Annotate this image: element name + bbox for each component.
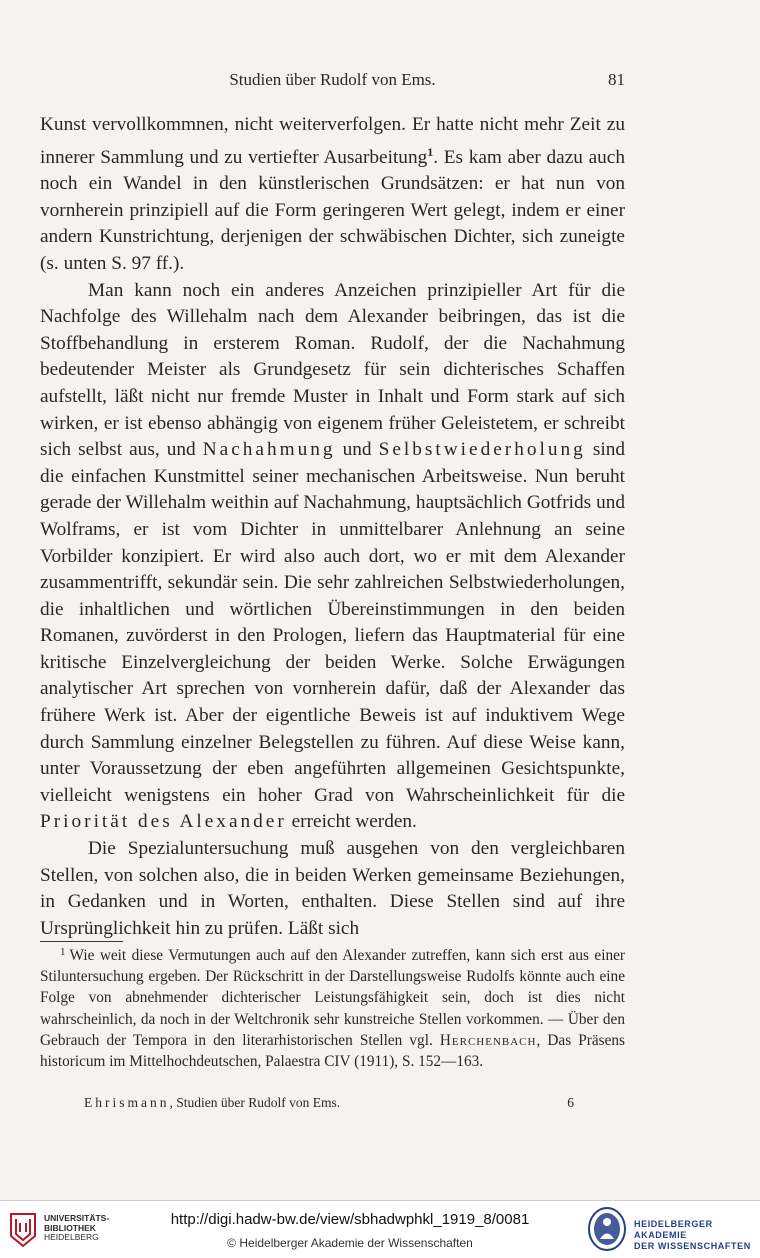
hadw-wordmark: HEIDELBERGER AKADEMIE DER WISSENSCHAFTEN: [634, 1219, 751, 1251]
footnote-mark: 1: [60, 946, 66, 958]
signature-author: Ehrismann: [84, 1095, 170, 1110]
emphasis-selbstwiederholung: Selbstwiederholung: [378, 439, 586, 461]
paragraph-3: Die Spezialuntersuchung muß ausgehen von den vergleichbaren Stellen, von solchen also, die in beiden Werken gemeinsame Beziehungen, in Gedanken und in Worten, enthalten. Diese Stellen sind auf ihre Ursprünglichkeit hin zu prüfen. Läßt sich: [40, 838, 625, 939]
running-title: Studien über Rudolf von Ems.: [229, 70, 436, 89]
copyright-notice: © Heidelberger Akademie der Wissenschaften: [227, 1236, 473, 1250]
page-url-link[interactable]: http://digi.hadw-bw.de/view/sbhadwphkl_1919_8/0081: [170, 1211, 530, 1228]
signature-line: Ehrismann, Studien über Rudolf von Ems. 6: [84, 1095, 574, 1110]
page-number: 81: [608, 70, 625, 89]
hadw-seal-logo-icon[interactable]: [587, 1206, 627, 1252]
paragraph-2: Man kann noch ein anderes Anzeichen prinzipieller Art für die Nachfolge des Willehalm nach dem Alexander beibringen, das ist die Stoffbehandlung in ersterem Roman. Rudolf, der die Nachahmung bedeutender Meister als Grundgesetz für sein dichterisches Schaffen aufstellt, läßt nicht nur fremde Muster in Inhalt und Form stark auf sich wirken, er ist ebenso abhängig von eigenem früher Geleistetem, er schreibt sich selbst aus, und Nachahmung und Selbstwiederholung sind die einfachen Kunstmittel seiner mechanischen Arbeitsweise. Nun beruht gerade der Willehalm weithin auf Nachahmung, hauptsächlich Gotfrids und Wolframs, er ist vom Dichter in unmittelbarer Anlehnung an seine Vorbilder konzipiert. Er wird also auch dort, wo er mit dem Alexander zusammentrifft, sekundär sein. Die sehr zahlreichen Selbstwiederholungen, die inhaltlichen und wörtlichen Übereinstimmungen in den beiden Romanen, zuvörderst in den Prologen, liefern das Hauptmaterial für eine kritische Einzelvergleichung der beiden Werke. Solche Erwägungen analytischer Art sprechen von vornherein dafür, daß der Alexander das frühere Werk ist. Aber der eigentliche Beweis ist auf induktivem Wege durch Sammlung einzelner Belegstellen zu führen. Auf diese Weise kann, unter Voraussetzung der eben angeführten allgemeinen Gesichtspunkte, vielleicht wenigstens ein hoher Grad von Wahrscheinlichkeit für die Priorität des Alexander erreicht werden.: [40, 279, 626, 833]
emphasis-nachahmung: Nachahmung: [202, 439, 336, 461]
body-text: [40, 112, 625, 942]
sheet-number: 6: [567, 1095, 574, 1110]
ub-heidelberg-wordmark: UNIVERSITÄTS- BIBLIOTHEK HEIDELBERG: [44, 1213, 110, 1242]
footnote-author: Herchenbach: [439, 1031, 537, 1049]
running-head: [40, 70, 625, 92]
footnote: $^1$ Wie weit diese Vermutungen auch auf den Alexander zutreffen, kann sich erst aus einer Stiluntersuchung ergeben. Der Rückschritt in der Darstellungsweise Rudolfs könnte auch eine Folge von abnehmender dichterischer Leistungsfähigkeit sein, doch ist dies nicht wahrscheinlich, da noch in der Weltchronik sehr kunstreiche Stellen vorkommen. — Über den Gebrauch der Tempora in den literarhistorischen Stellen vgl. Herchenbach, Das Präsens historicum im Mittelhochdeutschen, Palaestra CIV (1911), S. 152—163.: [40, 946, 625, 1071]
paragraph-1: Kunst vervollkommnen, nicht weiterverfolgen. Er hatte nicht mehr Zeit zu innerer Sammlung und zu vertiefter Ausarbeitung$^1$. Es kam aber dazu auch noch ein Wandel in den künstlerischen Grundsätzen: er hat nun von vornherein prinzipiell auf die Form geringeren Wert gelegt, indem er einer andern Kunstrichtung, derjenigen der schwäbischen Dichter, sich zuneigte (s. unten S. 97 ff.).: [40, 114, 625, 274]
footer-banner: [0, 1200, 760, 1258]
emphasis-prioritaet: Priorität des Alexander: [40, 811, 287, 833]
footnote-reference[interactable]: 1: [427, 144, 434, 159]
ub-heidelberg-logo-icon[interactable]: [8, 1210, 38, 1248]
